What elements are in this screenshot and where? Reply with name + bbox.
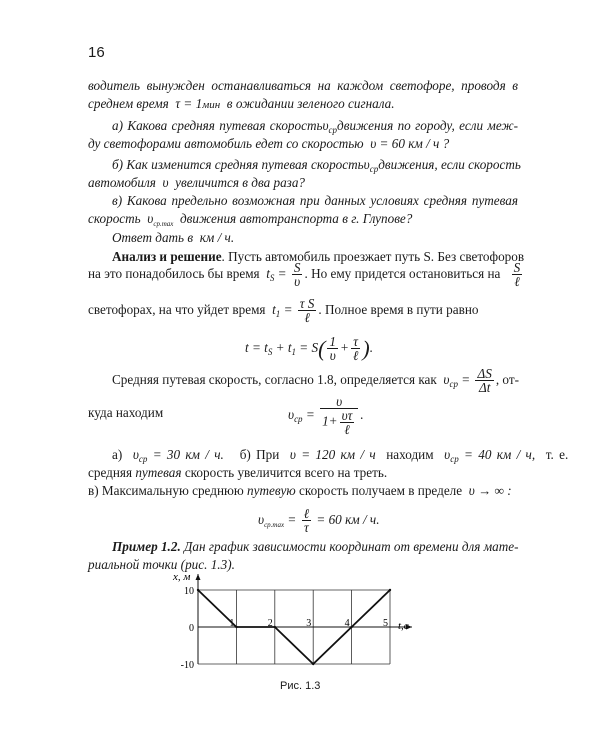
x-axis-label: t,c	[398, 620, 409, 632]
equation-total-time: $t = t_S + t_1 = S$( $\frac{1}{\upsilon}$ + τ ℓ ).	[245, 334, 374, 364]
page-number: 16	[88, 44, 105, 61]
analysis-line: Анализ и решение. Пусть автомобиль проезжает путь S. Без светофоров	[112, 249, 525, 264]
equation-v-avg: $\upsilon_{ср}$ = υ 1+ υτ ℓ .	[288, 394, 364, 438]
y-tick-label: 10	[184, 586, 194, 597]
fraction: υ 1+ υτ ℓ	[320, 395, 358, 436]
data-point	[389, 589, 391, 591]
text-line: средняя путевая скорость увеличится всего на треть.	[88, 465, 388, 480]
coordinate-time-chart	[165, 570, 425, 676]
fraction: τ S ℓ	[299, 296, 315, 326]
example-label: Пример 1.2.	[112, 539, 181, 554]
example-line: Пример 1.2. Дан график зависимости координат от времени для мате-	[112, 539, 519, 554]
data-point	[274, 626, 276, 628]
question-b: б) Как изменится средняя путевая скоростьυ$_{ср}$движения, если скорость	[112, 157, 521, 174]
data-point	[197, 589, 199, 591]
analysis-heading: Анализ и решение	[112, 249, 222, 264]
y-tick-label: -10	[180, 660, 194, 671]
x-tick-label: 3	[306, 618, 312, 629]
text-line: светофорах, на что уйдет время $t_1$ = τ S ℓ . Полное время в пути равно	[88, 296, 479, 326]
data-point	[350, 626, 352, 628]
fraction: ℓ τ	[303, 506, 310, 536]
fraction: τ ℓ	[352, 334, 359, 364]
fraction: $\frac{\Delta S}{\Delta t}$	[477, 366, 492, 396]
figure-caption: Рис. 1.3	[280, 680, 321, 692]
fraction: S ℓ	[513, 260, 521, 290]
data-point	[312, 663, 314, 665]
fraction: $\frac{S}{\upsilon}$	[293, 260, 301, 290]
text-line: риальной точки (рис. 1.3).	[88, 557, 235, 572]
text-line: куда находим	[88, 405, 164, 420]
fraction: υτ ℓ	[341, 408, 353, 438]
question-c: в) Какова предельно возможная при данных условиях средняя путевая	[112, 193, 518, 208]
y-axis-arrow	[196, 574, 201, 580]
y-axis-label: x, м	[173, 571, 191, 583]
x-tick-label: 2	[267, 618, 273, 629]
x-tick-label: 4	[344, 618, 350, 629]
results-line: а) $\upsilon_{ср} = 30$ км / ч. б) При υ = 120 км / ч находим $\upsilon_{ср} = 40$ км / ч, т. е.	[112, 447, 569, 464]
text-line: автомобиля υ увеличится в два раза?	[88, 175, 306, 190]
text-line: в) Максимальную среднюю путевую скорость получаем в пределе υ → ∞ :	[88, 483, 512, 498]
data-point	[235, 626, 237, 628]
text-line: скорость $\upsilon_{ср.max}$ движения автотранспорта в г. Глупове?	[88, 211, 413, 228]
text-line: водитель вынужден останавливаться на каждом светофоре, проводя в	[88, 78, 518, 93]
question-a: а) Какова средняя путевая скоростьυ$_{ср}$движения по городу, если меж-	[112, 118, 518, 135]
text-line: на это понадобилось бы время $t_S$ = $\frac{S}{\upsilon}$ . Но ему придется остановиться на S ℓ	[88, 260, 521, 290]
x-tick-label: 5	[383, 618, 388, 629]
y-tick-label: 0	[189, 623, 194, 634]
equation-v-max: $\upsilon_{ср.max}$ = ℓ τ = 60 км / ч.	[258, 506, 380, 536]
x-tick-label: 1	[229, 618, 235, 629]
text-line: Средняя путевая скорость, согласно 1.8, определяется как $\upsilon_{ср}$ = $\frac{\Delta S}{\Delta t}$ , от-	[112, 366, 519, 396]
answer-units: Ответ дать в км / ч.	[112, 230, 235, 245]
text-line: среднем время τ = 1мин в ожидании зеленого сигнала.	[88, 96, 395, 111]
text-line: ду светофорами автомобиль едет со скоростью υ = 60 км / ч ?	[88, 136, 450, 151]
fraction: $\frac{1}{\upsilon}$	[329, 334, 337, 364]
